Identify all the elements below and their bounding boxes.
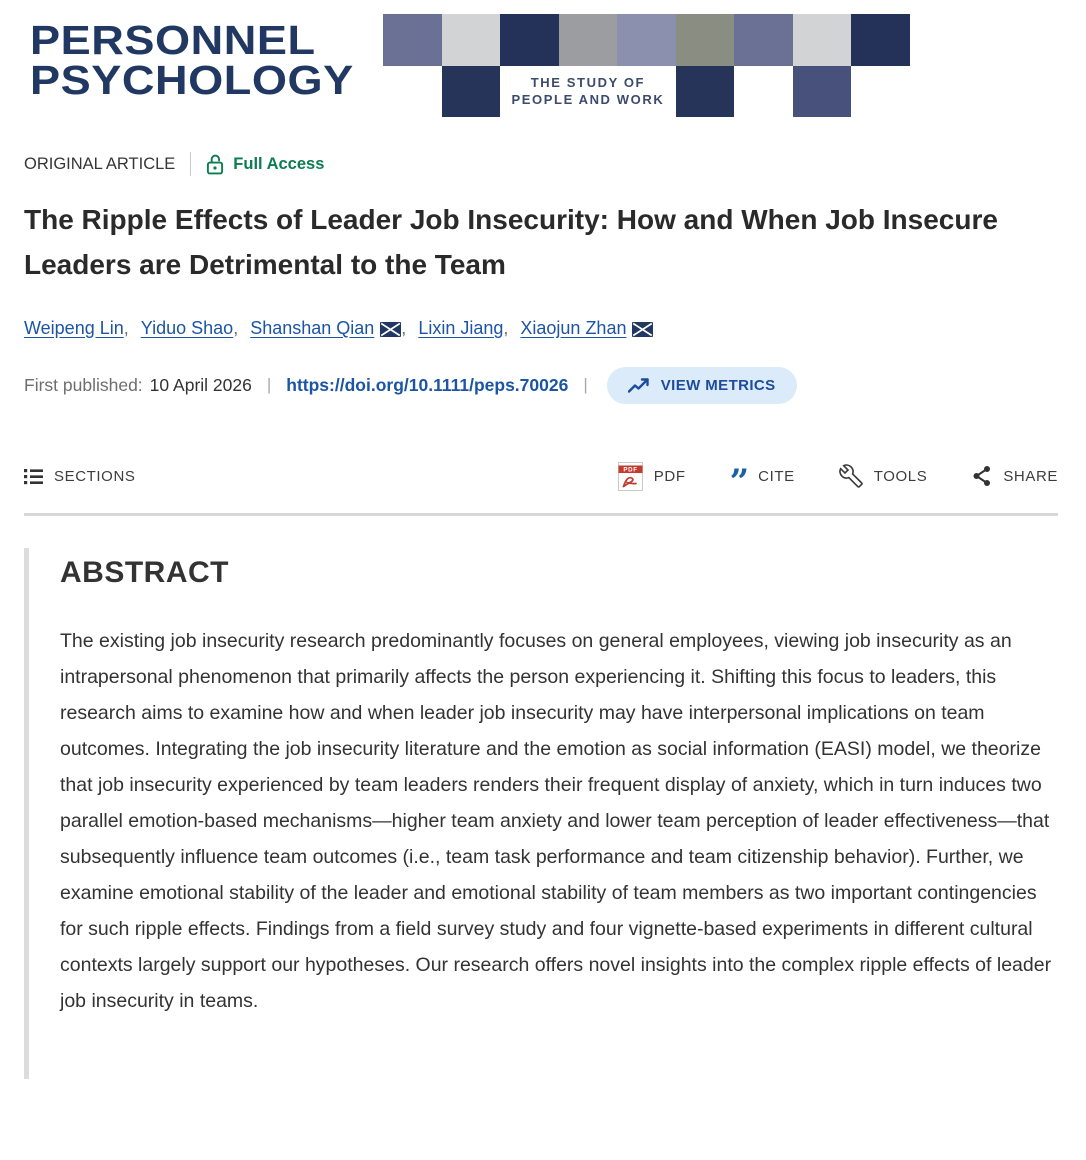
pdf-label: PDF xyxy=(653,467,686,485)
wrench-icon xyxy=(839,464,863,488)
pdf-button[interactable] xyxy=(618,462,686,491)
banner-block xyxy=(442,14,501,66)
author-link[interactable]: Shanshan Qian xyxy=(250,317,375,338)
banner-block xyxy=(559,14,618,66)
banner-block xyxy=(383,66,442,117)
author-separator: , xyxy=(503,317,514,338)
list-icon xyxy=(24,468,43,485)
separator: | xyxy=(266,375,272,395)
abstract-section xyxy=(24,548,1062,1080)
first-published-label: First published: xyxy=(24,374,143,395)
share-label: SHARE xyxy=(1003,467,1058,485)
author-link[interactable]: Yiduo Shao xyxy=(140,317,234,338)
banner-block xyxy=(383,14,442,66)
banner-block xyxy=(676,66,735,117)
view-metrics-label: VIEW METRICS xyxy=(660,376,776,394)
envelope-icon[interactable] xyxy=(632,322,653,337)
vertical-divider xyxy=(190,152,191,176)
banner-block xyxy=(793,66,852,117)
cite-label: CITE xyxy=(758,467,795,485)
journal-tagline-line2: PEOPLE AND WORK xyxy=(511,91,665,107)
full-access-badge xyxy=(206,153,324,175)
envelope-icon[interactable] xyxy=(380,322,401,337)
journal-logo xyxy=(30,14,354,117)
unlock-icon xyxy=(206,153,224,175)
banner-block xyxy=(734,14,793,66)
sections-button[interactable] xyxy=(24,468,135,485)
article-meta-row xyxy=(24,152,1086,176)
publication-row xyxy=(24,367,1062,404)
author-link[interactable]: Lixin Jiang xyxy=(418,317,504,338)
article-title: The Ripple Effects of Leader Job Insecurity: How and When Job Insecure Leaders are Detrimental to the Team xyxy=(24,204,998,280)
cite-button[interactable] xyxy=(729,462,795,503)
abstract-text: The existing job insecurity research predominantly focuses on general employees, viewing job insecurity as an intrapersonal phenomenon that primarily affects the person experiencing it. Shifting this focus to leaders, this research aims to examine how and when leader job insecurity may have interpersonal implications on team outcomes. Integrating the job insecurity literature and the emotion as social information (EASI) model, we theorize that job insecurity experienced by team leaders renders their frequent display of anxiety, which in turn induces two parallel emotion-based mechanisms—higher team anxiety and lower team perception of leader effectiveness—that subsequently influence team outcomes (i.e., team task performance and team citizenship behavior). Further, we examine emotional stability of the leader and emotional stability of team members as two important contingencies for such ripple effects. Findings from a field survey study and four vignette-based experiments in different cultural contexts largely support our hypotheses. Our research offers novel insights into the complex ripple effects of leader job insecurity in teams. xyxy=(60,629,1052,1013)
banner-block xyxy=(442,66,501,117)
author-separator: , xyxy=(233,317,244,338)
pdf-file-icon xyxy=(618,462,643,491)
sections-label: SECTIONS xyxy=(54,467,136,485)
share-nodes-icon xyxy=(971,465,992,487)
share-button[interactable] xyxy=(971,465,1058,487)
banner-block xyxy=(734,66,793,117)
abstract-heading: ABSTRACT xyxy=(60,555,229,589)
article-type-label: ORIGINAL ARTICLE xyxy=(24,154,176,173)
author-list xyxy=(24,318,1062,339)
author-link[interactable]: Weipeng Lin xyxy=(24,317,124,338)
toolbar-right-group xyxy=(618,462,1058,503)
view-metrics-button[interactable] xyxy=(607,367,797,404)
banner-block xyxy=(851,14,910,66)
full-access-label: Full Access xyxy=(233,154,325,173)
author-link[interactable]: Xiaojun Zhan xyxy=(520,317,627,338)
journal-name-line2: PSYCHOLOGY xyxy=(30,57,354,104)
separator: | xyxy=(583,375,588,395)
horizontal-divider xyxy=(24,513,1058,516)
banner-block xyxy=(617,14,676,66)
author-separator: , xyxy=(401,317,412,338)
trending-up-icon xyxy=(628,378,650,393)
banner-block xyxy=(676,14,735,66)
tools-label: TOOLS xyxy=(873,467,928,485)
first-published-date: 10 April 2026 xyxy=(149,374,252,395)
svg-text:PDF: PDF xyxy=(623,466,638,474)
tools-button[interactable] xyxy=(839,464,928,488)
author-separator: , xyxy=(123,317,134,338)
banner-block xyxy=(500,14,559,66)
article-page xyxy=(0,14,1086,1160)
banner-block xyxy=(793,14,852,66)
banner-block xyxy=(851,66,910,117)
journal-banner xyxy=(30,14,910,117)
doi-link[interactable]: https://doi.org/10.1111/peps.70026 xyxy=(286,374,569,395)
quote-icon: ” xyxy=(729,462,748,503)
article-toolbar xyxy=(24,462,1058,503)
journal-tagline xyxy=(500,66,676,117)
journal-tagline-line1: THE STUDY OF xyxy=(530,74,646,90)
journal-name-line1: PERSONNEL xyxy=(30,17,316,63)
journal-banner-blocks xyxy=(383,14,910,117)
